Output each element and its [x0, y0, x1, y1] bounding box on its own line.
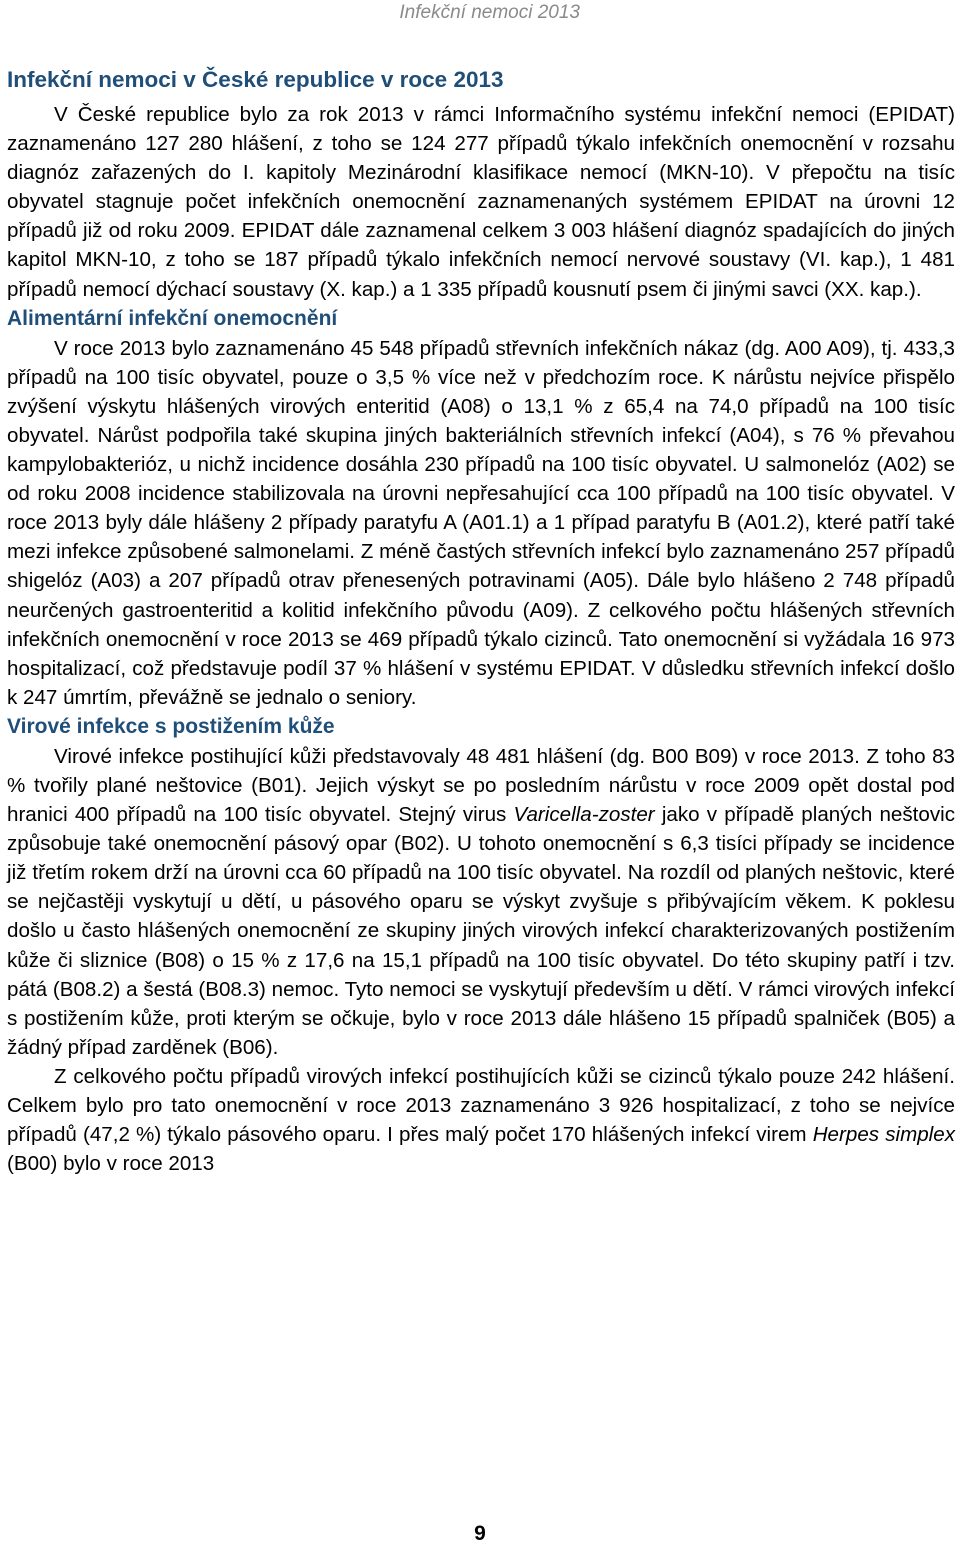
- alimentary-paragraph: V roce 2013 bylo zaznamenáno 45 548 případů střevních infekčních nákaz (dg. A00 A09), tj. 433,3 případů na 100 tisíc obyvatel, pouze o 3,5 % více než v předchozím roce. K nárůstu nejvíce přispělo zvýšení výskytu hlášených virových enteritid (A08) o 13,1 % z 65,4 na 74,0 případů na 100 tisíc obyvatel. Nárůst podpořila také skupina jiných bakteriálních střevních infekcí (A04), s 76 % převahou kampylobakterióz, u nichž incidence dosáhla 230 případů na 100 tisíc obyvatel. U salmonelóz (A02) se od roku 2008 incidence stabilizovala na úrovni nepřesahující cca 100 případů na 100 tisíc obyvatel. V roce 2013 byly dále hlášeny 2 případy paratyfu A (A01.1) a 1 případ paratyfu B (A01.2), které patří také mezi infekce způsobené salmonelami. Z méně častých střevních infekcí bylo zaznamenáno 257 případů shigelóz (A03) a 207 případů otrav přenesených potravinami (A05). Dále bylo hlášeno 2 748 případů neurčených gastroenteritid a kolitid infekčního původu (A09). Z celkového počtu hlášených střevních infekčních onemocnění v roce 2013 se 469 případů týkalo cizinců. Tato onemocnění si vyžádala 16 973 hospitalizací, což představuje podíl 37 % hlášení v systému EPIDAT. V důsledku střevních infekcí došlo k 247 úmrtím, převážně se jednalo o seniory.: [7, 336, 955, 709]
- varicella-term: Varicella-zoster: [513, 803, 655, 827]
- viral-skin-p2-text-part-2: (B00) bylo v roce 2013: [7, 1152, 215, 1176]
- page-title: Infekční nemoci v České republice v roce 2013: [7, 67, 504, 92]
- document-body: [7, 64, 955, 1178]
- section-heading-viral-skin: Virové infekce s postižením kůže: [7, 714, 335, 738]
- viral-skin-text-part-1: Virové infekce postihující kůži představovaly 48 481 hlášení (dg. B00 B09) v roce 2013. Z toho 83 % tvořily plané neštovice (B01). Jejich výskyt se po posledním nárůstu v roce 2009 opět dostal pod hranici 400 případů na 100 tisíc obyvatel. Stejný virus: [7, 744, 955, 827]
- section-heading-alimentary: Alimentární infekční onemocnění: [7, 306, 338, 330]
- running-header: Infekční nemoci 2013: [399, 2, 580, 23]
- viral-skin-p2-text-part-1: Z celkového počtu případů virových infekcí postihujících kůži se cizinců týkalo pouze 242 hlášení. Celkem bylo pro tato onemocnění v roce 2013 zaznamenáno 3 926 hospitalizací, z toho se nejvíce případů (47,2 %) týkalo pásového oparu. I přes malý počet 170 hlášených infekcí virem: [7, 1064, 955, 1147]
- viral-skin-text-part-2: jako v případě planých neštovic způsobuje také onemocnění pásový opar (B02). U tohoto onemocnění s 6,3 tisíci případy se incidence již třetím rokem drží na úrovni cca 60 případů na 100 tisíc obyvatel. Na rozdíl od planých neštovic, které se nejčastěji vyskytují u dětí, u pásového oparu se výskyt zvyšuje s přibývajícím věkem. K poklesu došlo u často hlášených onemocnění ze skupiny jiných virových infekcí charakterizovaných postižením kůže či sliznice (B08) o 15 % z 17,6 na 15,1 případů na 100 tisíc obyvatel. Do této skupiny patří i tzv. pátá (B08.2) a šestá (B08.3) nemoc. Tyto nemoci se vyskytují především u dětí. V rámci virových infekcí s postižením kůže, proti kterým se očkuje, bylo v roce 2013 dále hlášeno 15 případů spalniček (B05) a žádný případ zarděnek (B06).: [7, 803, 955, 1059]
- viral-skin-paragraph: [7, 742, 955, 1062]
- herpes-term: Herpes simplex: [812, 1123, 955, 1147]
- intro-paragraph: V České republice bylo za rok 2013 v rámci Informačního systému infekční nemoci (EPIDAT) zaznamenáno 127 280 hlášení, z toho se 124 277 případů týkalo infekčních onemocnění v rozsahu diagnóz zařazených do I. kapitoly Mezinárodní klasifikace nemocí (MKN-10). V přepočtu na tisíc obyvatel stagnuje počet infekčních onemocnění zaznamenaných systémem EPIDAT na úrovni 12 případů již od roku 2009. EPIDAT dále zaznamenal celkem 3 003 hlášení diagnóz spadajících do jiných kapitol MKN-10, z toho se 187 případů týkalo infekčních nemocí nervové soustavy (VI. kap.), 1 481 případů nemocí dýchací soustavy (X. kap.) a 1 335 případů kousnutí psem či jinými savci (XX. kap.).: [7, 103, 955, 301]
- viral-skin-paragraph-2: [7, 1062, 955, 1178]
- page-number: 9: [474, 1522, 486, 1545]
